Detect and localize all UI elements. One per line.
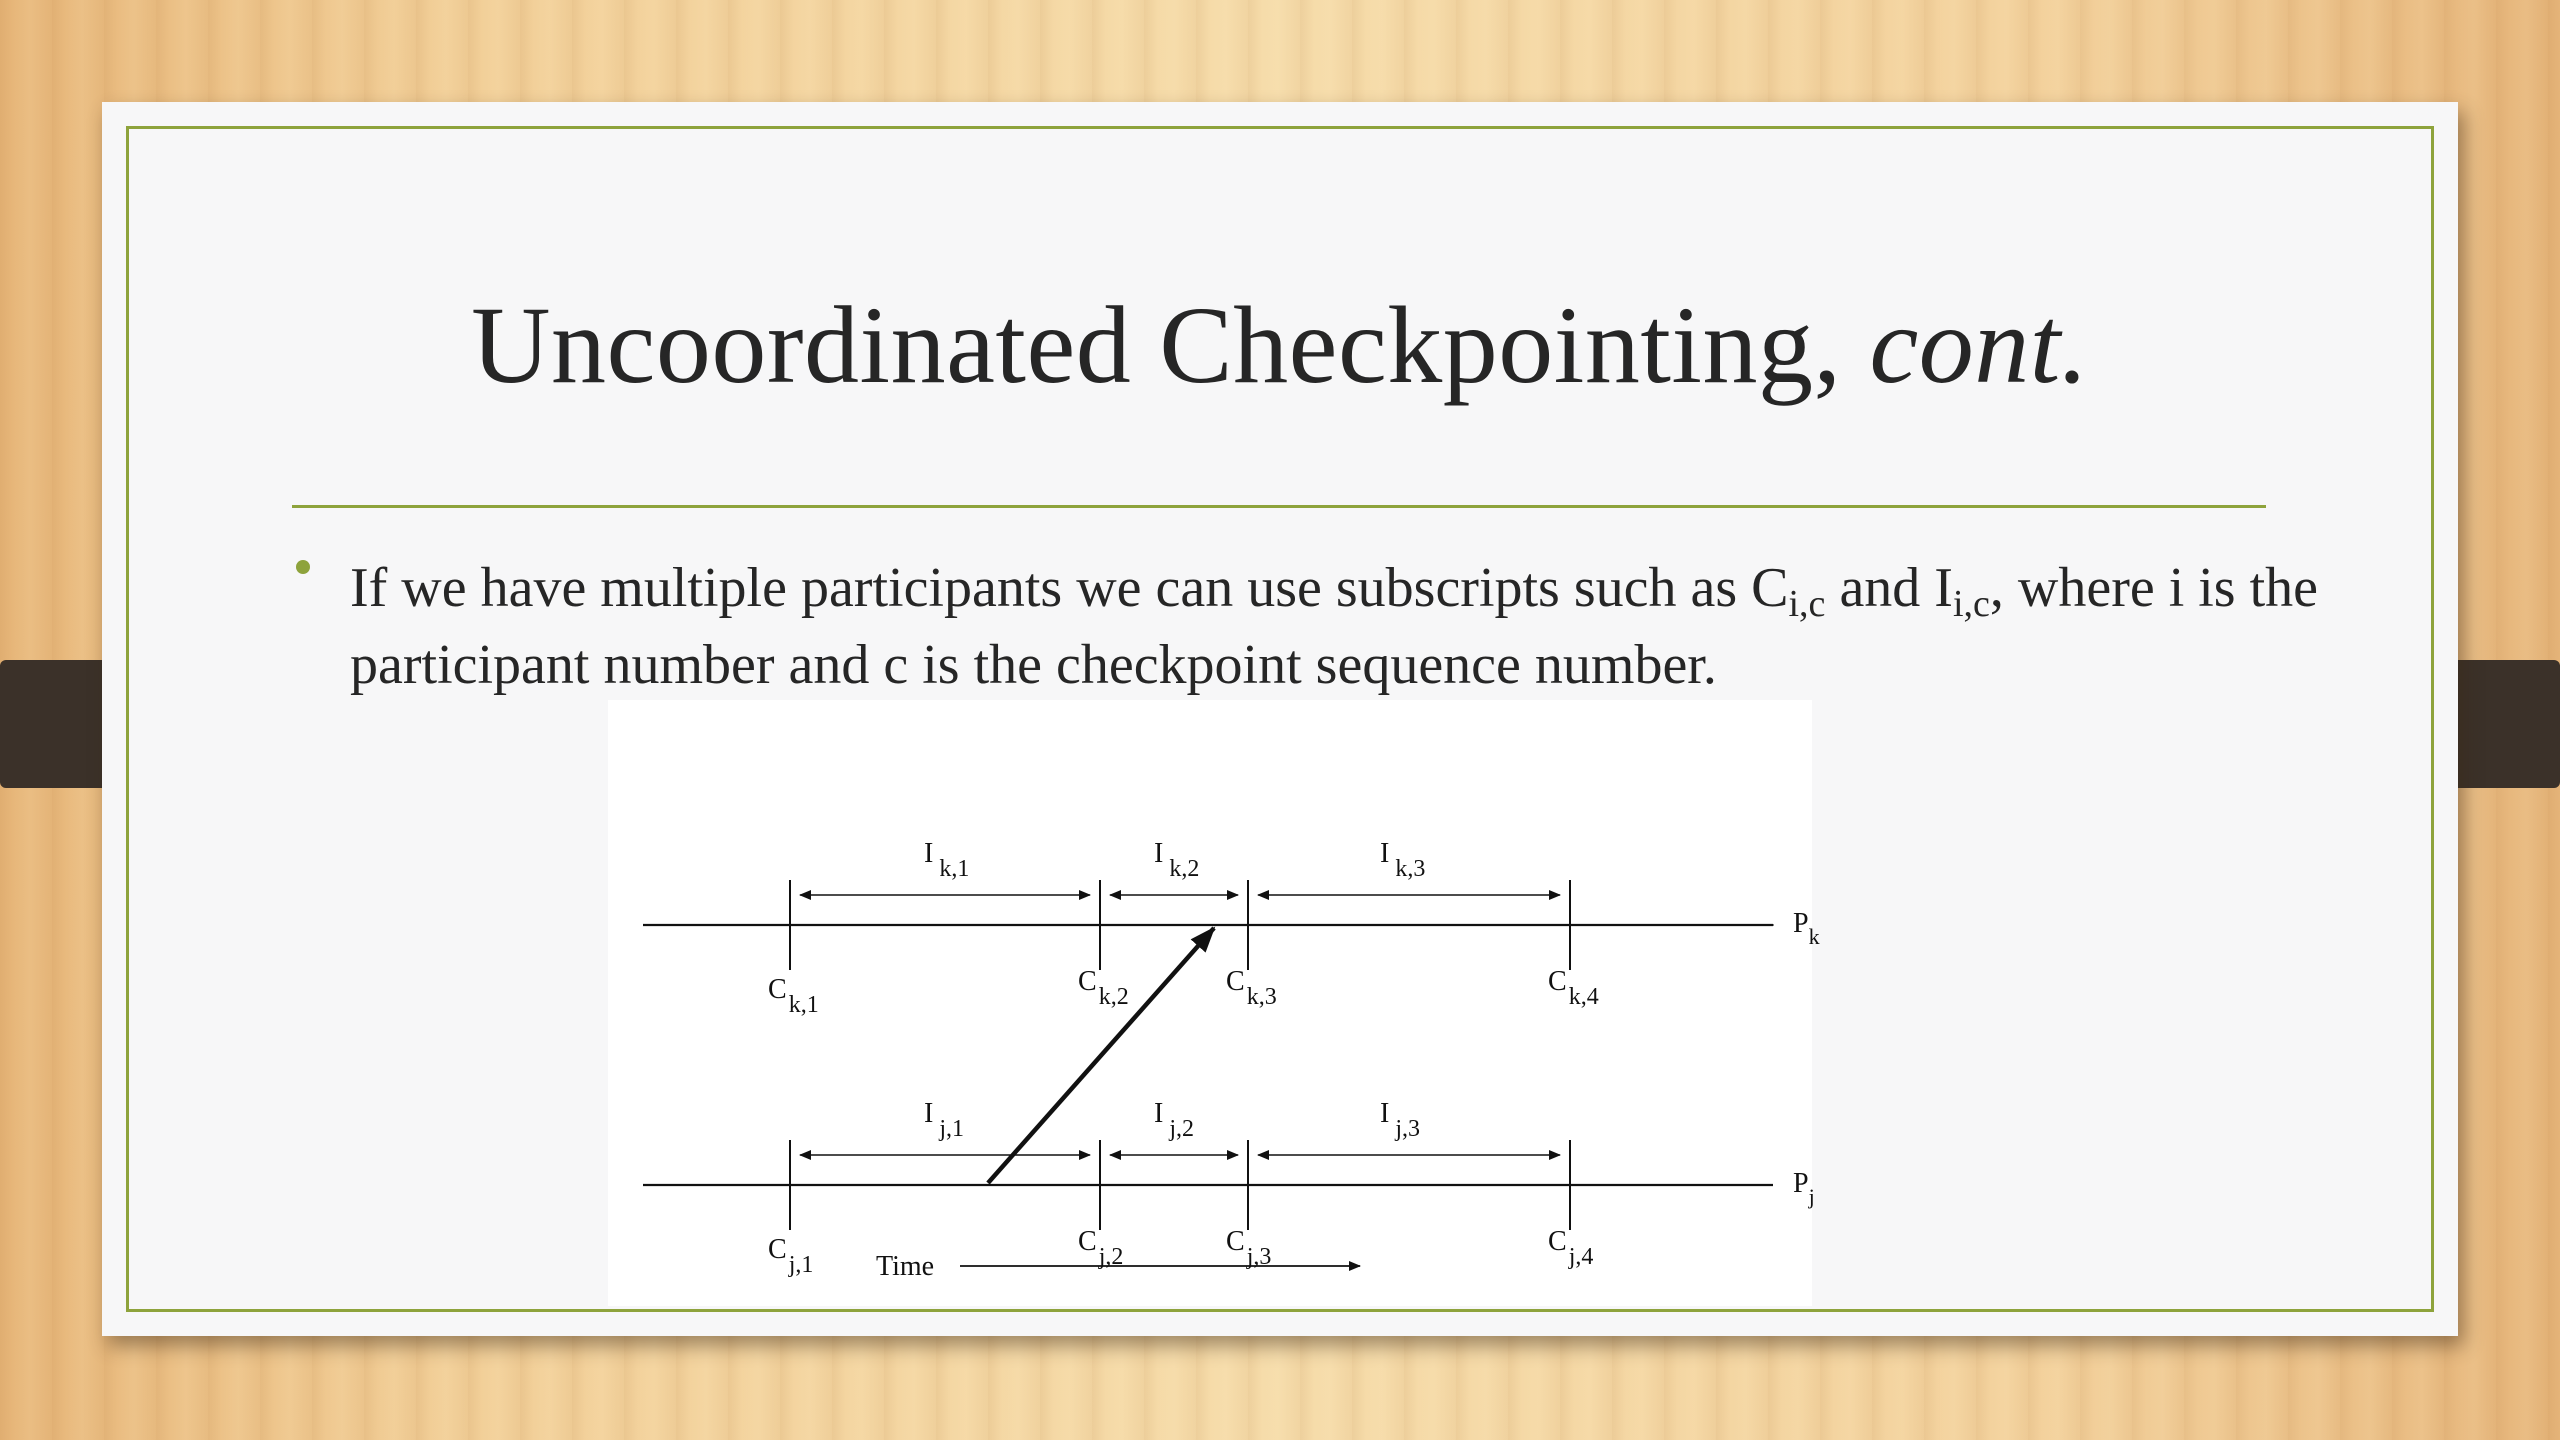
checkpoint-label: Cj,1 bbox=[768, 1234, 814, 1278]
bullet-dot-icon bbox=[296, 560, 310, 574]
process-label-pj: $P_j$ bbox=[1793, 1168, 1815, 1209]
slide-title bbox=[102, 282, 2458, 409]
checkpoint-label: Ck,2 bbox=[1078, 966, 1129, 1010]
bullet-text bbox=[350, 550, 2330, 704]
slide-title-text: Uncoordinated Checkpointing, bbox=[471, 284, 1870, 406]
bullet-text-part: and I bbox=[1825, 557, 1953, 619]
interval-label: I k,1 bbox=[924, 838, 970, 882]
checkpoint-label: Ck,4 bbox=[1548, 966, 1599, 1010]
title-divider bbox=[292, 505, 2266, 508]
process-label-pk: $P_k$ bbox=[1793, 908, 1820, 949]
interval-label: I j,2 bbox=[1154, 1098, 1194, 1142]
bullet-subscript: i,c bbox=[1952, 583, 1990, 625]
bullet-text-part: If we have multiple participants we can use subscripts such as C bbox=[350, 557, 1789, 619]
checkpoint-diagram-svg bbox=[608, 700, 1820, 1306]
checkpoint-label: Cj,4 bbox=[1548, 1226, 1594, 1270]
interval-label: I j,3 bbox=[1380, 1098, 1420, 1142]
slide bbox=[102, 102, 2458, 1336]
interval-label: I k,2 bbox=[1154, 838, 1200, 882]
bullet-text-part: , where i is the participant number and c is the checkpoint sequence number. bbox=[350, 557, 2319, 696]
interval-label: I k,3 bbox=[1380, 838, 1426, 882]
checkpoint-label: Ck,3 bbox=[1226, 966, 1277, 1010]
checkpoint-label: Ck,1 bbox=[768, 974, 819, 1018]
checkpoint-diagram bbox=[608, 700, 1820, 1306]
interval-label: I j,1 bbox=[924, 1098, 964, 1142]
bullet-subscript: i,c bbox=[1788, 583, 1826, 625]
checkpoint-label: Cj,2 bbox=[1078, 1226, 1124, 1270]
checkpoint-label: Cj,3 bbox=[1226, 1226, 1272, 1270]
slide-title-italic: cont. bbox=[1869, 284, 2089, 406]
time-label: Time bbox=[876, 1251, 935, 1282]
